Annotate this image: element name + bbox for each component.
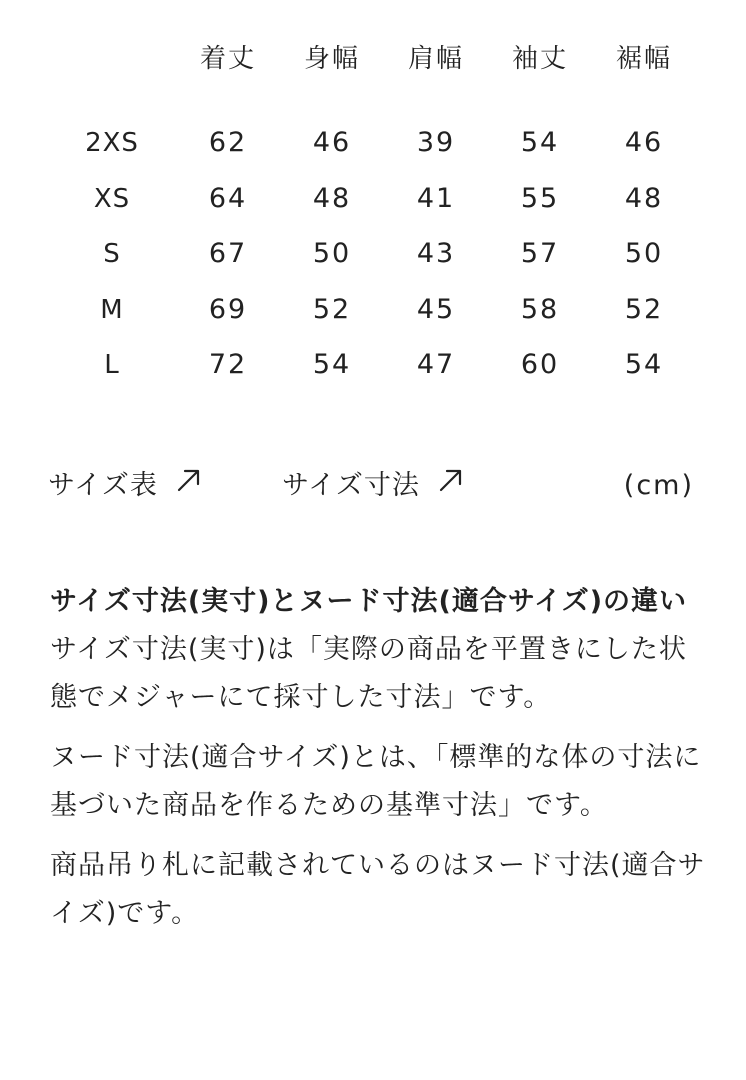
- table-cell: 55: [520, 183, 560, 214]
- table-cell: 46: [312, 127, 352, 158]
- unit-label: (cm): [623, 470, 694, 501]
- table-cell: 60: [520, 349, 560, 380]
- table-cell: 50: [312, 238, 352, 269]
- column-header-sleeve-length: 袖丈: [511, 44, 568, 74]
- table-cell: 46: [624, 127, 664, 158]
- column-header-length: 着丈: [199, 44, 256, 74]
- table-cell: 41: [416, 183, 456, 214]
- arrow-up-right-icon: [438, 465, 464, 505]
- table-cell: 47: [416, 349, 456, 380]
- row-size-label: L: [104, 350, 120, 380]
- column-header-shoulder-width: 肩幅: [407, 44, 464, 74]
- table-cell: 72: [208, 349, 248, 380]
- size-dimensions-link-label: サイズ寸法: [282, 470, 420, 501]
- table-cell: 58: [520, 294, 560, 325]
- table-cell: 52: [312, 294, 352, 325]
- table-cell: 54: [624, 349, 664, 380]
- table-cell: 54: [312, 349, 352, 380]
- table-cell: 64: [208, 183, 248, 214]
- size-explanation: [50, 578, 710, 950]
- explanation-paragraph: サイズ寸法(実寸)は「実際の商品を平置きにした状態でメジャーにて採寸した寸法」です。: [50, 634, 687, 713]
- explanation-paragraph: 商品吊り札に記載されているのはヌード寸法(適合サイズ)です。: [50, 850, 706, 929]
- arrow-up-right-icon: [176, 465, 202, 505]
- table-cell: 50: [624, 238, 664, 269]
- explanation-heading: サイズ寸法(実寸)とヌード寸法(適合サイズ)の違い: [50, 586, 688, 617]
- table-cell: 52: [624, 294, 664, 325]
- column-header-body-width: 身幅: [303, 44, 360, 74]
- table-cell: 43: [416, 238, 456, 269]
- table-cell: 54: [520, 127, 560, 158]
- table-cell: 45: [416, 294, 456, 325]
- table-cell: 57: [520, 238, 560, 269]
- table-cell: 39: [416, 127, 456, 158]
- size-links-row: [0, 466, 746, 506]
- row-size-label: M: [100, 295, 124, 325]
- table-cell: 48: [312, 183, 352, 214]
- table-cell: 62: [208, 127, 248, 158]
- row-size-label: 2XS: [85, 128, 139, 158]
- explanation-paragraph: ヌード寸法(適合サイズ)とは、「標準的な体の寸法に基づいた商品を作るための基準寸法」です。: [50, 742, 702, 821]
- size-chart-link-label: サイズ表: [48, 470, 158, 501]
- size-chart-link[interactable]: [48, 466, 202, 506]
- row-size-label: S: [103, 239, 121, 269]
- size-dimensions-link[interactable]: [282, 466, 464, 506]
- row-size-label: XS: [93, 184, 131, 214]
- column-header-hem-width: 裾幅: [615, 44, 672, 74]
- table-cell: 69: [208, 294, 248, 325]
- table-cell: 48: [624, 183, 664, 214]
- table-cell: 67: [208, 238, 248, 269]
